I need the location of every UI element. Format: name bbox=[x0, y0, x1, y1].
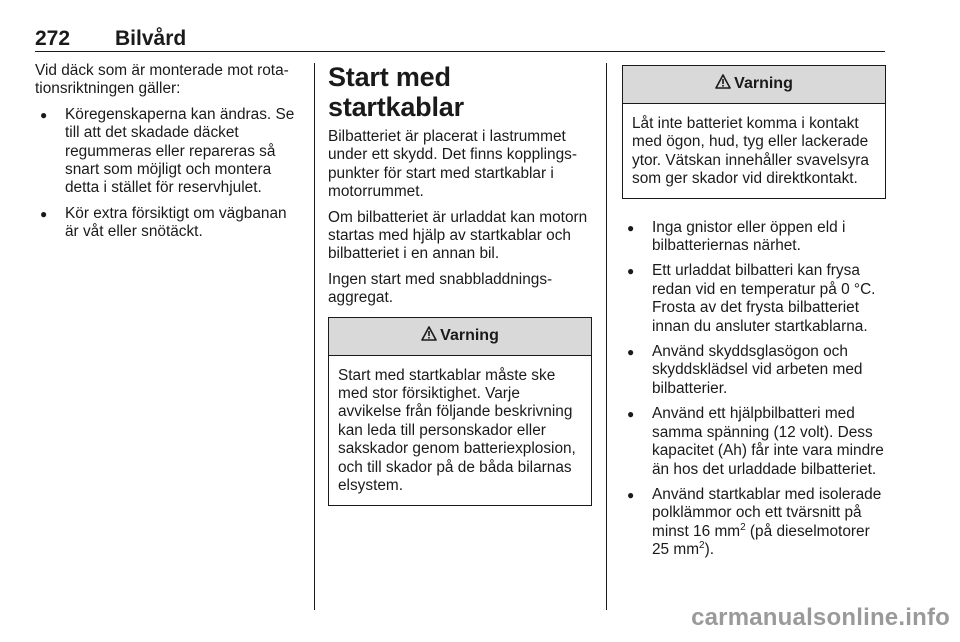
page-number: 272 bbox=[35, 27, 71, 50]
bullet-text: (på dieselmotorer 25 mm bbox=[652, 522, 870, 559]
warning-box bbox=[622, 65, 886, 199]
page-header bbox=[35, 27, 885, 52]
bullet-text: Använd startkablar med isolerade polklämmor och ett tvärsnitt på minst 16 mm bbox=[652, 485, 882, 540]
warning-header bbox=[329, 318, 591, 356]
paragraph: Ingen start med snabbladdningsaggregat. bbox=[328, 270, 553, 307]
section-heading: Start med startkablar bbox=[328, 62, 464, 122]
list-item: ● Kör extra försiktigt om vägbanan är våt eller snötäckt. bbox=[35, 205, 297, 242]
column-3 bbox=[622, 62, 886, 567]
paragraph: Bilbatteriet är placerat i lastrummet under ett skydd. Det finns kopplingspunkter för start med startkablar i motorrummet. bbox=[328, 128, 577, 201]
warning-title: Varning bbox=[440, 326, 499, 344]
column-divider-2 bbox=[606, 63, 607, 610]
warning-header bbox=[623, 66, 885, 104]
column-divider-1 bbox=[314, 63, 315, 610]
superscript: 2 bbox=[740, 521, 746, 533]
bullet-text: ). bbox=[704, 541, 715, 559]
watermark: carmanualsonline.info bbox=[691, 604, 950, 631]
paragraph: Om bilbatteriet är urladdat kan motorn startas med hjälp av startkablar och bilbatteriet i en annan bil. bbox=[328, 208, 588, 263]
list-item bbox=[622, 486, 886, 560]
list-item: ● Använd ett hjälpbilbatteri med samma spänning (12 volt). Dess kapacitet (Ah) får inte vara mindre än hos det urladdade bilbatteriet. bbox=[622, 405, 886, 479]
col3-bullet-list bbox=[622, 219, 886, 560]
warning-triangle-icon bbox=[421, 326, 440, 346]
chapter-title: Bilvård bbox=[115, 27, 187, 50]
warning-text: Start med startkablar måste ske med stor försiktighet. Varje avvikelse från följande beskrivning kan leda till personskador eller sakskador genom batteriexplosion, och till skador på de båda bilarnas elsystem. bbox=[338, 366, 576, 495]
list-item: ● Ett urladdat bilbatteri kan frysa redan vid en temperatur på 0 °C. Frosta av det frysta bilbatteriet innan du ansluter startkablarna. bbox=[622, 262, 886, 336]
warning-text: Låt inte batteriet komma i kontakt med ögon, hud, tyg eller lackerade ytor. Vätskan innehåller svavelsyra som ger skador vid direktkontakt. bbox=[632, 115, 869, 188]
list-item: ● Köregenskaperna kan ändras. Se till att det skadade däcket regummeras eller repareras så snart som möjligt och montera detta i stället för reservhjulet. bbox=[35, 106, 297, 198]
col1-intro: Vid däck som är monterade mot rotationsriktningen gäller: bbox=[35, 62, 289, 98]
col1-bullet-list bbox=[35, 106, 297, 242]
list-item: ● Inga gnistor eller öppen eld i bilbatteriernas närhet. bbox=[622, 219, 886, 256]
list-item: ● Använd skyddsglasögon och skyddsklädsel vid arbeten med bilbatterier. bbox=[622, 343, 886, 398]
warning-title: Varning bbox=[734, 75, 793, 93]
column-2 bbox=[328, 62, 592, 506]
warning-box bbox=[328, 317, 592, 506]
column-1 bbox=[35, 62, 297, 249]
superscript: 2 bbox=[699, 540, 705, 551]
warning-triangle-icon bbox=[715, 74, 734, 94]
